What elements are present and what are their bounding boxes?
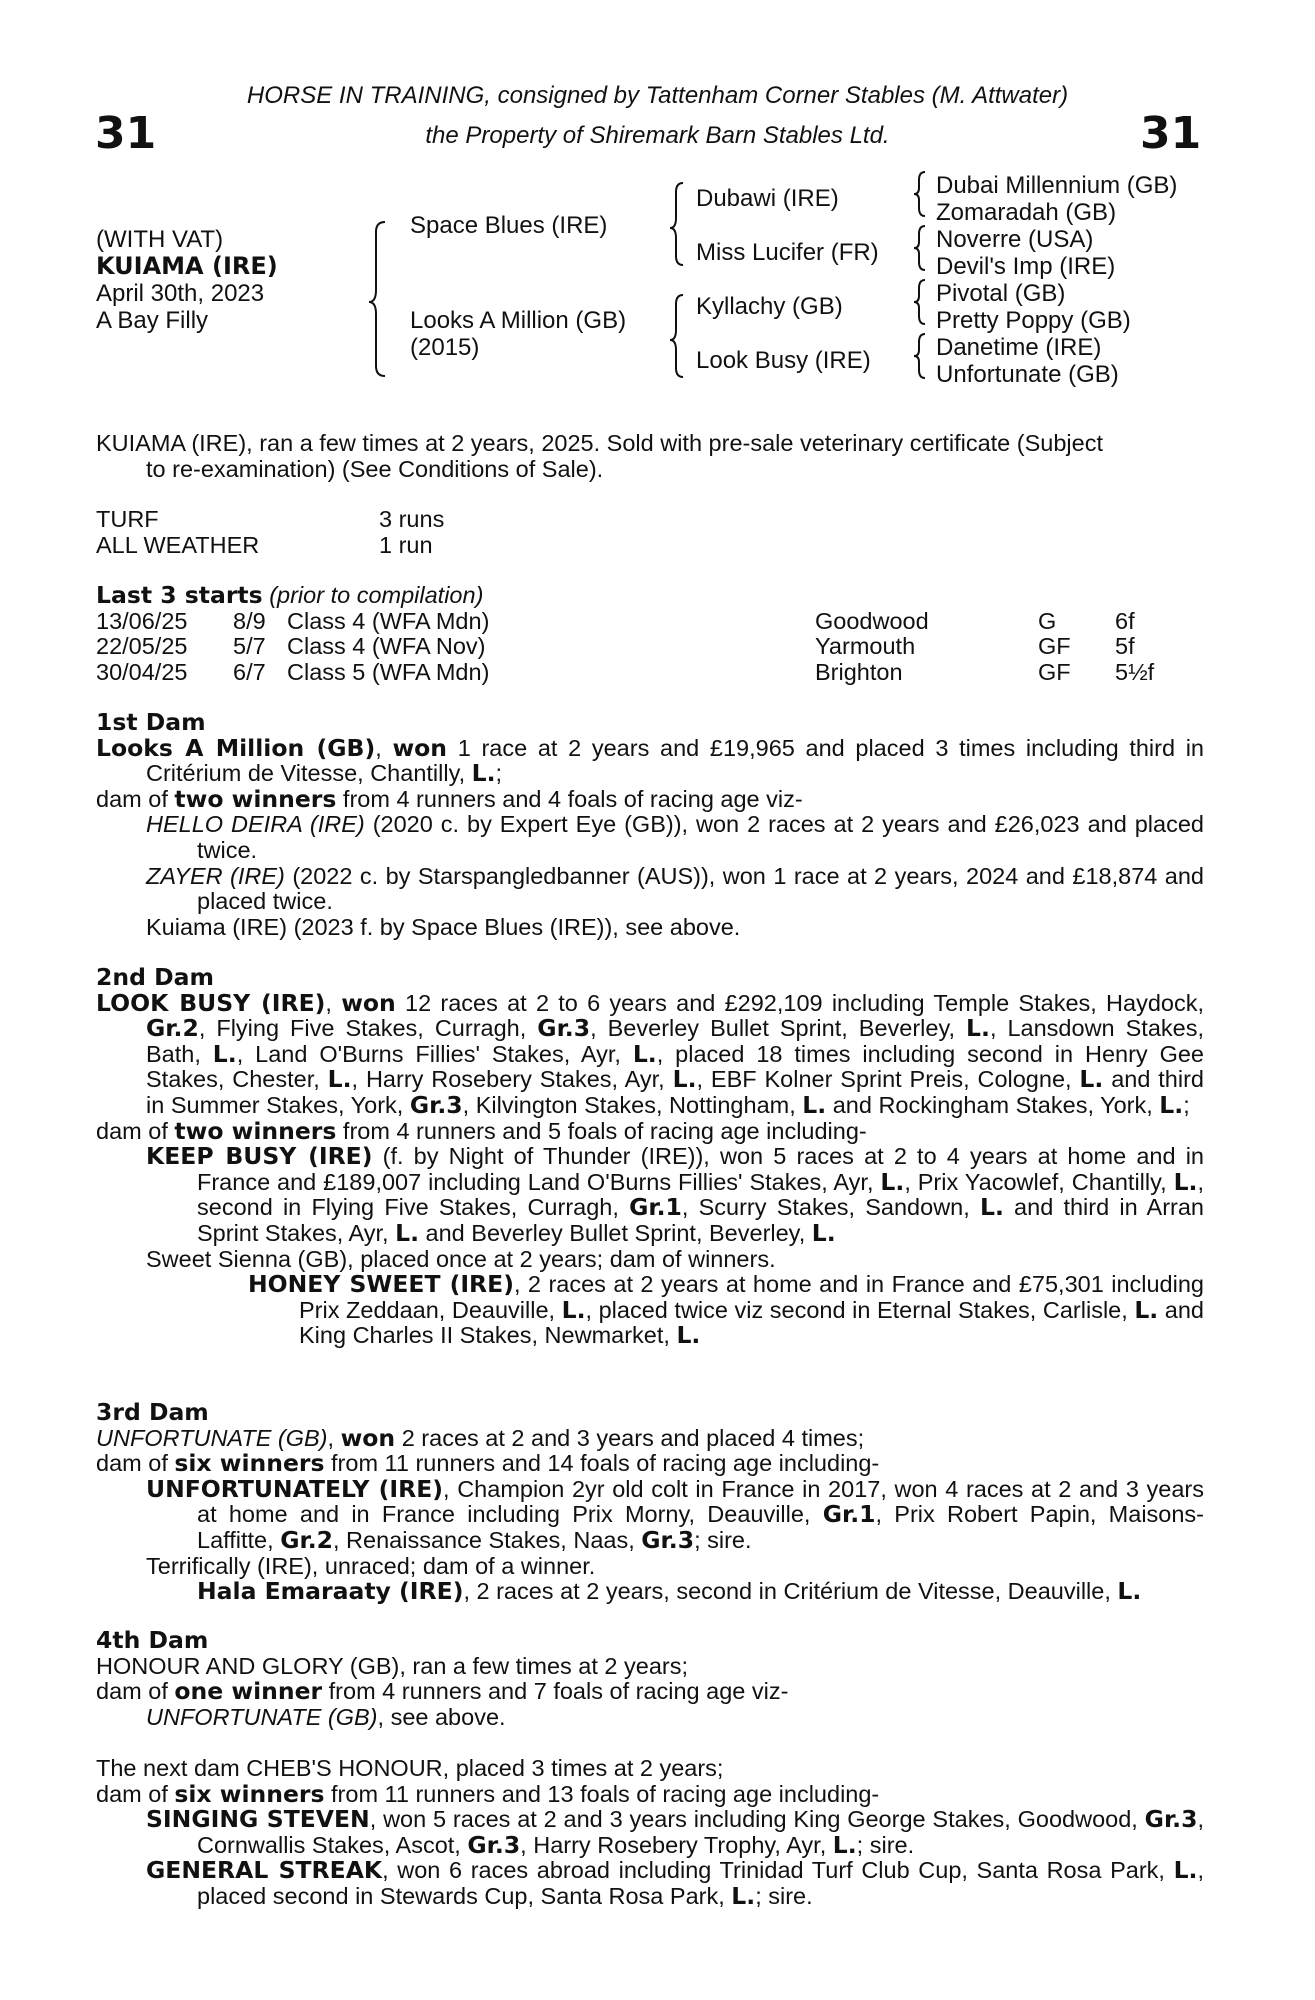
produce-entry: UNFORTUNATE (GB), see above. <box>146 1703 506 1730</box>
produce-entry: HELLO DEIRA (IRE) (2020 c. by Expert Eye (GB)), won 2 races at 2 years and £26,023 and placed twice. <box>146 811 1204 863</box>
brace-g3-4 <box>914 334 925 378</box>
horse-name: KUIAMA (IRE) <box>96 252 278 280</box>
owner-line: the Property of Shiremark Barn Stables Ltd. <box>425 122 890 149</box>
section-heading: 3rd Dam <box>96 1398 209 1426</box>
dam-record: HONOUR AND GLORY (GB), ran a few times at 2 years; <box>96 1652 689 1679</box>
dam-produce-summary: dam of one winner from 4 runners and 7 foals of racing age viz- <box>96 1677 789 1706</box>
runs-row: ALL WEATHER 1 run <box>96 531 433 558</box>
next-dam-section <box>96 1756 1204 1910</box>
brace-gen1 <box>369 222 385 376</box>
dam-record: UNFORTUNATE (GB), won 2 races at 2 and 3 years and placed 4 times; <box>96 1423 865 1452</box>
g3-ancestor: Devil's Imp (IRE) <box>936 253 1116 280</box>
lot-number-right: 31 <box>1140 108 1202 159</box>
start-row: 22/05/25 5/7 Class 4 (WFA Nov) Yarmouth GF 5f <box>96 633 1135 660</box>
dam-produce-summary: dam of two winners from 4 runners and 5 foals of racing age including- <box>96 1116 867 1145</box>
brace-dam <box>670 295 683 377</box>
dam-record: The next dam CHEB'S HONOUR, placed 3 times at 2 years; <box>96 1755 724 1781</box>
produce-entry: GENERAL STREAK, won 6 races abroad including Trinidad Turf Club Cup, Santa Rosa Park, L., placed second in Stewards Cup, Santa Rosa Park, L.; sire. <box>146 1856 1204 1910</box>
produce-entry: ZAYER (IRE) (2022 c. by Starspangledbanner (AUS)), won 1 race at 2 years, 2024 and £18,874 and placed twice. <box>146 862 1204 915</box>
brace-g3-1 <box>914 172 925 216</box>
brace-sire <box>670 183 683 265</box>
sire-name: Space Blues (IRE) <box>410 212 608 239</box>
first-dam-section <box>96 710 1204 940</box>
brace-g3-3 <box>914 280 925 324</box>
g3-ancestor: Zomaradah (GB) <box>936 199 1117 226</box>
sire-dam: Miss Lucifer (FR) <box>696 239 879 266</box>
brace-g3-2 <box>914 226 925 270</box>
g3-ancestor: Dubai Millennium (GB) <box>936 172 1178 199</box>
dam-year: (2015) <box>410 334 480 361</box>
horse-dob: April 30th, 2023 <box>96 280 265 307</box>
lot-number-left: 31 <box>95 108 157 159</box>
start-row: 30/04/25 6/7 Class 5 (WFA Mdn) Brighton GF 5½f <box>96 658 1155 685</box>
dam-produce-summary: dam of six winners from 11 runners and 13 foals of racing age including- <box>96 1779 880 1808</box>
section-heading: 4th Dam <box>96 1626 209 1654</box>
race-summary: KUIAMA (IRE), ran a few times at 2 years, 2025. Sold with pre-sale veterinary certificate (Subject to re-examination) (See Conditions of Sale). <box>96 430 1103 482</box>
dam-sire: Kyllachy (GB) <box>696 293 843 320</box>
grand-produce-entry: HONEY SWEET (IRE), 2 races at 2 years at home and in France and £75,301 including Prix Zeddaan, Deauville, L., placed twice viz second in Eternal Stakes, Carlisle, L. and King Charles II Stakes, Newmarket, L. <box>248 1270 1204 1350</box>
sire-sire: Dubawi (IRE) <box>696 185 839 212</box>
produce-entry: Kuiama (IRE) (2023 f. by Space Blues (IRE)), see above. <box>146 913 741 940</box>
g3-ancestor: Pivotal (GB) <box>936 280 1066 307</box>
runs-table <box>96 507 1204 558</box>
last-starts-subtitle: (prior to compilation) <box>269 582 484 608</box>
dam-record: LOOK BUSY (IRE), won 12 races at 2 to 6 years and £292,109 including Temple Stakes, Haydock, Gr.2, Flying Five Stakes, Curragh, Gr.3, Beverley Bullet Sprint, Beverley, L., Lansdown Stakes, Bath, L., Land O'Burns Fillies' Stakes, Ayr, L., placed 18 times including second in Henry Gee Stakes, Chester, L., Harry Rosebery Stakes, Ayr, L., EBF Kolner Sprint Preis, Cologne, L. and third in Summer Stakes, York, Gr.3, Kilvington Stakes, Nottingham, L. and Rockingham Stakes, York, L.; <box>96 988 1204 1119</box>
runs-row: TURF 3 runs <box>96 506 445 532</box>
last-starts-title: Last 3 starts <box>96 581 263 609</box>
section-heading: 2nd Dam <box>96 963 214 991</box>
vat-status: (WITH VAT) <box>96 226 224 253</box>
g3-ancestor: Pretty Poppy (GB) <box>936 307 1131 334</box>
last-starts <box>96 583 1204 685</box>
g3-ancestor: Noverre (USA) <box>936 226 1094 253</box>
third-dam-section <box>96 1400 1204 1605</box>
produce-entry: UNFORTUNATELY (IRE), Champion 2yr old colt in France in 2017, won 4 races at 2 and 3 years at home and in France including Prix Morny, Deauville, Gr.1, Prix Robert Papin, Maisons-Laffitte, Gr.2, Renaissance Stakes, Naas, Gr.3; sire. <box>146 1474 1205 1554</box>
produce-entry: Sweet Sienna (GB), placed once at 2 years; dam of winners. <box>146 1245 776 1272</box>
dam-name: Looks A Million (GB) <box>410 307 627 334</box>
produce-entry: SINGING STEVEN, won 5 races at 2 and 3 years including King George Stakes, Goodwood, Gr.3, Cornwallis Stakes, Ascot, Gr.3, Harry Rosebery Trophy, Ayr, L.; sire. <box>146 1805 1204 1859</box>
g3-ancestor: Unfortunate (GB) <box>936 361 1119 388</box>
dam-dam: Look Busy (IRE) <box>696 347 871 374</box>
horse-description: A Bay Filly <box>96 307 209 334</box>
produce-entry: KEEP BUSY (IRE) (f. by Night of Thunder (IRE)), won 5 races at 2 to 4 years at home and in France and £189,007 including Land O'Burns Fillies' Stakes, Ayr, L., Prix Yacowlef, Chantilly, L., second in Flying Five Stakes, Curragh, Gr.1, Scurry Stakes, Sandown, L. and third in Arran Sprint Stakes, Ayr, L. and Beverley Bullet Sprint, Beverley, L. <box>146 1142 1205 1247</box>
produce-entry: Terrifically (IRE), unraced; dam of a winner. <box>146 1552 596 1579</box>
consignor-line: HORSE IN TRAINING, consigned by Tattenham Corner Stables (M. Attwater) <box>246 82 1069 109</box>
g3-ancestor: Danetime (IRE) <box>936 334 1102 361</box>
start-row: 13/06/25 8/9 Class 4 (WFA Mdn) Goodwood G 6f <box>96 607 1135 634</box>
dam-produce-summary: dam of two winners from 4 runners and 4 foals of racing age viz- <box>96 784 803 813</box>
pedigree-braces <box>0 0 1315 400</box>
grand-produce-entry: Hala Emaraaty (IRE), 2 races at 2 years, second in Critérium de Vitesse, Deauville, L. <box>197 1577 1142 1606</box>
section-heading: 1st Dam <box>96 708 206 736</box>
dam-record: Looks A Million (GB), won 1 race at 2 years and £19,965 and placed 3 times including third in Critérium de Vitesse, Chantilly, L.; <box>96 733 1205 788</box>
second-dam-section <box>96 965 1204 1349</box>
fourth-dam-section <box>96 1628 1204 1730</box>
dam-produce-summary: dam of six winners from 11 runners and 14 foals of racing age including- <box>96 1449 880 1478</box>
